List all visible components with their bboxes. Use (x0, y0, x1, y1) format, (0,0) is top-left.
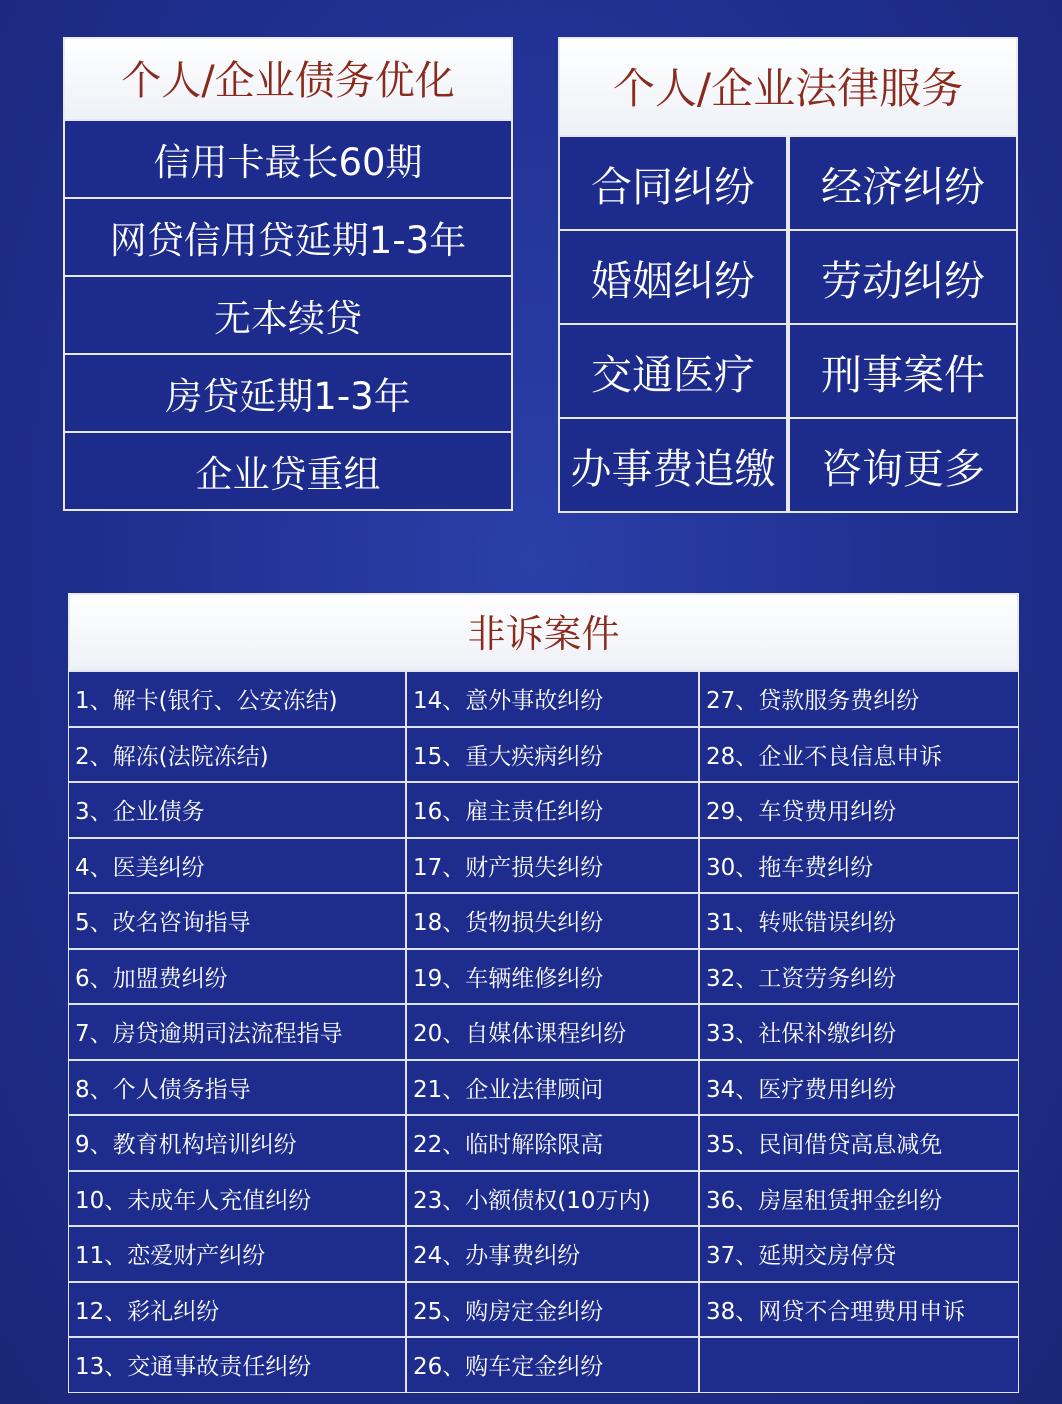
case-item: 11、恋爱财产纠纷 (68, 1226, 406, 1282)
case-item: 4、医美纠纷 (68, 838, 406, 894)
debt-item: 企业贷重组 (63, 431, 513, 511)
case-item: 21、企业法律顾问 (406, 1060, 699, 1116)
case-item: 3、企业债务 (68, 782, 406, 838)
legal-item: 经济纠纷 (788, 135, 1018, 231)
debt-optimization-panel (63, 37, 513, 511)
case-item: 14、意外事故纠纷 (406, 671, 699, 727)
legal-item: 办事费追缴 (558, 417, 788, 513)
case-item: 38、网贷不合理费用申诉 (699, 1282, 1019, 1338)
legal-item: 交通医疗 (558, 323, 788, 419)
case-item: 20、自媒体课程纠纷 (406, 1004, 699, 1060)
legal-item: 合同纠纷 (558, 135, 788, 231)
debt-item: 信用卡最长60期 (63, 119, 513, 199)
case-item: 15、重大疾病纠纷 (406, 727, 699, 783)
case-item: 29、车贷费用纠纷 (699, 782, 1019, 838)
case-item (699, 1337, 1019, 1393)
cases-table (68, 671, 1019, 1393)
non-litigation-cases-panel (68, 593, 1019, 1393)
legal-item: 咨询更多 (788, 417, 1018, 513)
case-item: 16、雇主责任纠纷 (406, 782, 699, 838)
case-item: 17、财产损失纠纷 (406, 838, 699, 894)
case-item: 32、工资劳务纠纷 (699, 949, 1019, 1005)
legal-panel-title: 个人/企业法律服务 (558, 37, 1018, 137)
case-item: 36、房屋租赁押金纠纷 (699, 1171, 1019, 1227)
case-item: 1、解卡(银行、公安冻结) (68, 671, 406, 727)
case-item: 37、延期交房停贷 (699, 1226, 1019, 1282)
case-item: 12、彩礼纠纷 (68, 1282, 406, 1338)
case-item: 23、小额债权(10万内) (406, 1171, 699, 1227)
case-item: 28、企业不良信息申诉 (699, 727, 1019, 783)
debt-item: 网贷信用贷延期1-3年 (63, 197, 513, 277)
case-item: 6、加盟费纠纷 (68, 949, 406, 1005)
case-item: 24、办事费纠纷 (406, 1226, 699, 1282)
case-item: 9、教育机构培训纠纷 (68, 1115, 406, 1171)
case-item: 19、车辆维修纠纷 (406, 949, 699, 1005)
legal-services-grid (558, 137, 1018, 513)
case-item: 7、房贷逾期司法流程指导 (68, 1004, 406, 1060)
case-item: 35、民间借贷高息减免 (699, 1115, 1019, 1171)
case-item: 2、解冻(法院冻结) (68, 727, 406, 783)
case-item: 25、购房定金纠纷 (406, 1282, 699, 1338)
case-item: 34、医疗费用纠纷 (699, 1060, 1019, 1116)
case-item: 30、拖车费纠纷 (699, 838, 1019, 894)
case-item: 27、贷款服务费纠纷 (699, 671, 1019, 727)
case-item: 13、交通事故责任纠纷 (68, 1337, 406, 1393)
legal-item: 婚姻纠纷 (558, 229, 788, 325)
debt-panel-title: 个人/企业债务优化 (63, 37, 513, 121)
case-item: 18、货物损失纠纷 (406, 893, 699, 949)
case-item: 10、未成年人充值纠纷 (68, 1171, 406, 1227)
case-item: 26、购车定金纠纷 (406, 1337, 699, 1393)
case-item: 22、临时解除限高 (406, 1115, 699, 1171)
cases-panel-title: 非诉案件 (68, 593, 1019, 671)
debt-item: 房贷延期1-3年 (63, 353, 513, 433)
legal-services-panel (558, 37, 1018, 513)
case-item: 5、改名咨询指导 (68, 893, 406, 949)
debt-item: 无本续贷 (63, 275, 513, 355)
legal-item: 劳动纠纷 (788, 229, 1018, 325)
case-item: 8、个人债务指导 (68, 1060, 406, 1116)
case-item: 33、社保补缴纠纷 (699, 1004, 1019, 1060)
case-item: 31、转账错误纠纷 (699, 893, 1019, 949)
legal-item: 刑事案件 (788, 323, 1018, 419)
